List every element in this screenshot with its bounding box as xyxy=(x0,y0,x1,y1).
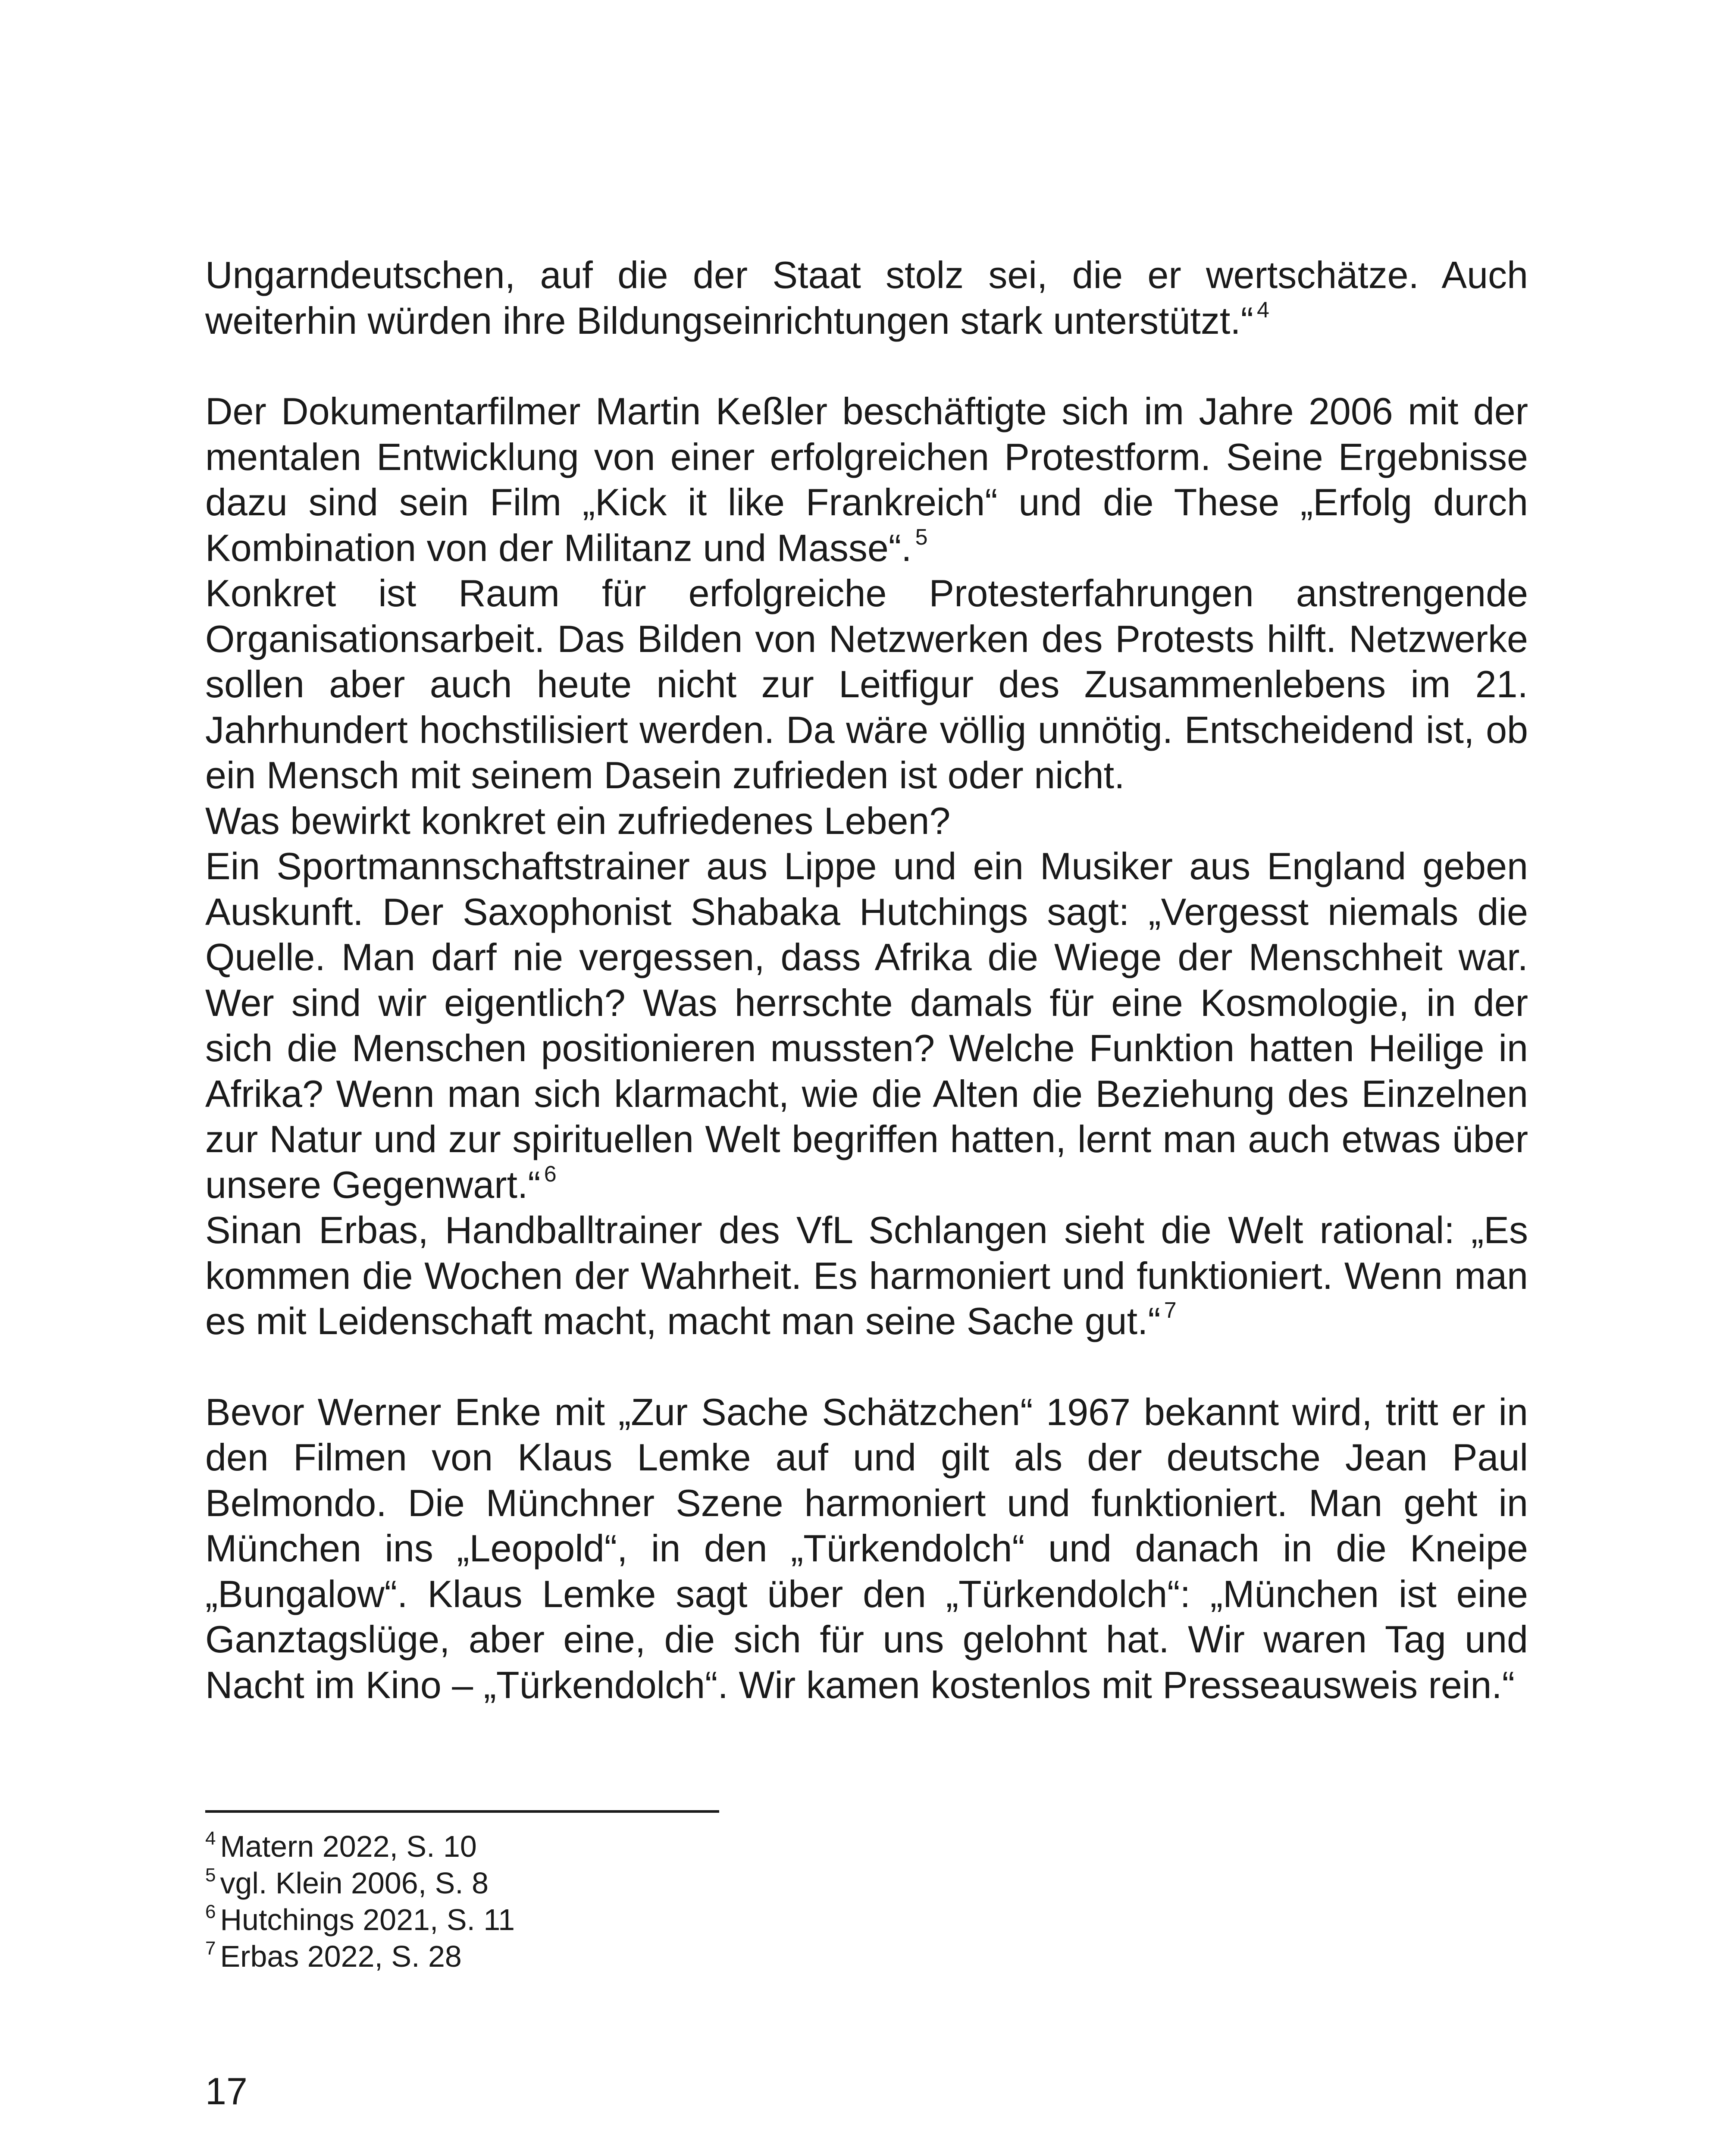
paragraph-text: Der Dokumentarfilmer Martin Keßler beschäftigte sich im Jahre 2006 mit der mentalen Entwicklung von einer erfolgreichen Protestform. Seine Ergebnisse dazu sind sein Film „Kick it like Frankreich“ und die These „Erfolg durch Kombination von der Militanz und Masse“. xyxy=(205,390,1528,569)
footnote-text: Hutchings 2021, S. 11 xyxy=(220,1903,515,1937)
footnote-number: 7 xyxy=(205,1938,216,1959)
footnote-number: 4 xyxy=(205,1828,216,1849)
paragraph-2 xyxy=(205,389,1528,570)
paragraph-5 xyxy=(205,843,1528,1207)
paragraph-text: Ungarndeutschen, auf die der Staat stolz sei, die er wertschätze. Auch weiterhin würden ihre Bildungseinrichtungen stark unterstützt.“ xyxy=(205,254,1528,342)
paragraph-text: Konkret ist Raum für erfolgreiche Protesterfahrungen anstrengende Organisationsarbeit. Das Bilden von Netzwerken des Protests hilft. Netzwerke sollen aber auch heute nicht zur Leitfigur des Zusammenlebens im 21. Jahrhundert hochstilisiert werden. Da wäre völlig unnötig. Entscheidend ist, ob ein Mensch mit seinem Dasein zufrieden ist oder nicht. xyxy=(205,572,1528,796)
footnote-text: Erbas 2022, S. 28 xyxy=(220,1940,462,1973)
footnote xyxy=(205,1902,981,1938)
paragraph-6 xyxy=(205,1207,1528,1344)
page-number: 17 xyxy=(205,2070,247,2112)
body-text xyxy=(205,252,1528,1708)
paragraph-7 xyxy=(205,1389,1528,1708)
footnote-reference[interactable]: 7 xyxy=(1164,1298,1177,1323)
paragraph-text: Ein Sportmannschaftstrainer aus Lippe und ein Musiker aus England geben Auskunft. Der Saxophonist Shabaka Hutchings sagt: „Vergesst niemals die Quelle. Man darf nie vergessen, dass Afrika die Wiege der Menschheit war. Wer sind wir eigentlich? Was herrschte damals für eine Kosmologie, in der sich die Menschen positionieren mussten? Welche Funktion hatten Heilige in Afrika? Wenn man sich klarmacht, wie die Alten die Beziehung des Einzelnen zur Natur und zur spirituellen Welt begriffen hatten, lernt man auch etwas über unsere Gegenwart.“ xyxy=(205,845,1528,1206)
paragraph-1 xyxy=(205,252,1528,343)
footnote-reference[interactable]: 6 xyxy=(544,1161,557,1187)
footnotes xyxy=(205,1828,981,1975)
paragraph-text: Sinan Erbas, Handballtrainer des VfL Schlangen sieht die Welt rational: „Es kommen die Wochen der Wahrheit. Es harmoniert und funktioniert. Wenn man es mit Leidenschaft macht, macht man seine Sache gut.“ xyxy=(205,1209,1528,1342)
footnote-number: 5 xyxy=(205,1865,216,1886)
footnote xyxy=(205,1865,981,1902)
paragraph-text: Was bewirkt konkret ein zufriedenes Leben? xyxy=(205,799,951,842)
footnote-reference[interactable]: 4 xyxy=(1257,297,1269,323)
footnote-text: Matern 2022, S. 10 xyxy=(220,1830,477,1863)
footnote xyxy=(205,1938,981,1975)
footnote-reference[interactable]: 5 xyxy=(915,524,928,550)
paragraph-4 xyxy=(205,798,1528,844)
paragraph-text: Bevor Werner Enke mit „Zur Sache Schätzchen“ 1967 bekannt wird, tritt er in den Filmen von Klaus Lemke auf und gilt als der deutsche Jean Paul Belmondo. Die Münchner Szene harmoniert und funktioniert. Man geht in München ins „Leopold“, in den „Türkendolch“ und danach in die Kneipe „Bungalow“. Klaus Lemke sagt über den „Türkendolch“: „München ist eine Ganztagslüge, aber eine, die sich für uns gelohnt hat. Wir waren Tag und Nacht im Kino – „Türkendolch“. Wir kamen kostenlos mit Presseausweis rein.“ xyxy=(205,1390,1528,1706)
footnote-text: vgl. Klein 2006, S. 8 xyxy=(220,1866,489,1900)
footnote xyxy=(205,1828,981,1865)
footnote-separator xyxy=(205,1810,719,1813)
footnote-number: 6 xyxy=(205,1901,216,1922)
paragraph-3 xyxy=(205,570,1528,798)
